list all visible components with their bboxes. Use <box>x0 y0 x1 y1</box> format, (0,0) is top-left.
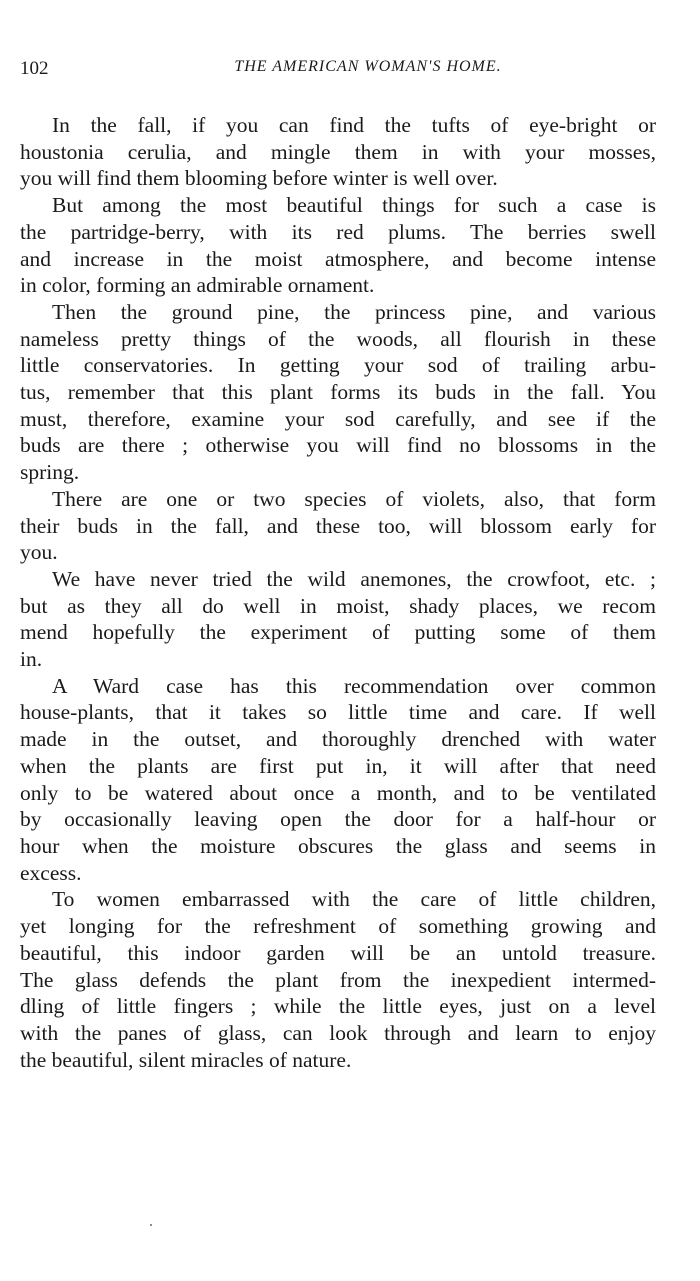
text-line: A Ward case has this recommendation over common <box>52 673 656 698</box>
text-line: and increase in the moist atmosphere, and become intense <box>20 246 656 271</box>
text-line: in. <box>20 647 43 672</box>
text-line: beautiful, this indoor garden will be an untold treasure. <box>20 940 656 965</box>
text-line: tus, remember that this plant forms its buds in the fall. You <box>20 380 656 405</box>
text-line: but as they all do well in moist, shady places, we recom <box>20 593 656 618</box>
text-line: their buds in the fall, and these too, will blossom early for <box>20 513 656 538</box>
page-number: 102 <box>20 58 49 79</box>
text-line: hour when the moisture obscures the glass and seems in <box>20 833 656 858</box>
running-title: THE AMERICAN WOMAN'S HOME. <box>234 58 502 75</box>
text-line: little conservatories. In getting your sod of trailing arbu- <box>20 353 656 378</box>
text-line: But among the most beautiful things for such a case is <box>52 193 656 218</box>
text-line: Then the ground pine, the princess pine, and various <box>52 299 656 324</box>
text-line: you will find them blooming before winter is well over. <box>20 166 498 191</box>
text-line: excess. <box>20 860 82 885</box>
text-line: mend hopefully the experiment of putting some of them <box>20 620 656 645</box>
text-line: when the plants are first put in, it will after that need <box>20 753 656 778</box>
text-line: yet longing for the refreshment of something growing and <box>20 914 656 939</box>
text-line: nameless pretty things of the woods, all flourish in these <box>20 326 656 351</box>
text-line: by occasionally leaving open the door for a half-hour or <box>20 807 656 832</box>
text-line: buds are there ; otherwise you will find no blossoms in the <box>20 433 656 458</box>
page-body <box>20 112 656 1073</box>
text-line: with the panes of glass, can look through and learn to enjoy <box>20 1020 656 1045</box>
text-line: We have never tried the wild anemones, the crowfoot, etc. ; <box>52 566 656 591</box>
text-line: dling of little fingers ; while the little eyes, just on a level <box>20 994 656 1019</box>
scan-speck <box>150 1224 152 1226</box>
text-line: To women embarrassed with the care of little children, <box>52 887 656 912</box>
text-line: must, therefore, examine your sod carefully, and see if the <box>20 406 656 431</box>
text-line: There are one or two species of violets, also, that form <box>52 486 656 511</box>
text-line: the partridge-berry, with its red plums. The berries swell <box>20 219 656 244</box>
text-line: only to be watered about once a month, and to be ventilated <box>20 780 656 805</box>
text-line: spring. <box>20 460 80 485</box>
page-header <box>20 58 656 84</box>
text-line: The glass defends the plant from the inexpedient intermed- <box>20 967 656 992</box>
text-line: In the fall, if you can find the tufts of eye-bright or <box>52 113 656 137</box>
text-line: the beautiful, silent miracles of nature. <box>20 1047 352 1072</box>
text-line: house-plants, that it takes so little time and care. If well <box>20 700 656 725</box>
text-line: you. <box>20 540 58 565</box>
text-line: houstonia cerulia, and mingle them in with your mosses, <box>20 139 656 164</box>
text-line: in color, forming an admirable ornament. <box>20 273 375 298</box>
text-line: made in the outset, and thoroughly drenched with water <box>20 727 656 752</box>
